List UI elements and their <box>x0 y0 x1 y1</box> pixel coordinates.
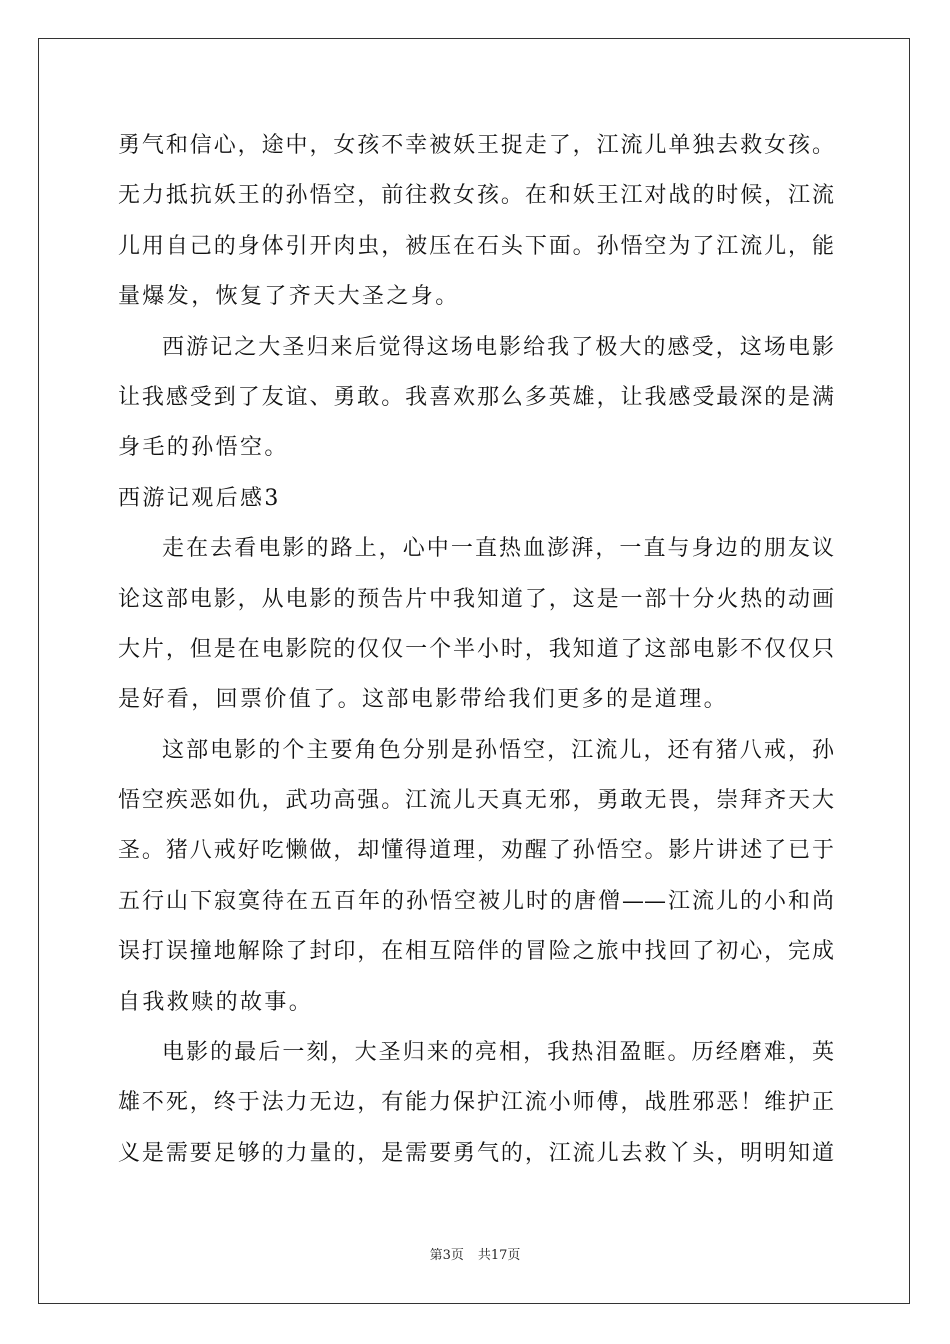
text-line: 身毛的孙悟空。 <box>118 435 289 461</box>
text-line: 电影的最后一刻，大圣归来的亮相，我热泪盈眶。历经磨难，英 <box>162 1040 834 1066</box>
text-line: 量爆发，恢复了齐天大圣之身。 <box>118 284 460 310</box>
text-line: 误打误撞地解除了封印，在相互陪伴的冒险之旅中找回了初心，完成 <box>118 939 834 965</box>
text-line: 悟空疾恶如仇，武功高强。江流儿天真无邪，勇敢无畏，崇拜齐天大 <box>118 788 834 814</box>
page-footer <box>0 1246 950 1266</box>
text-line: 是好看，回票价值了。这部电影带给我们更多的是道理。 <box>118 687 729 713</box>
text-line: 让我感受到了友谊、勇敢。我喜欢那么多英雄，让我感受最深的是满 <box>118 384 834 410</box>
text-line: 勇气和信心，途中，女孩不幸被妖王捉走了，江流儿单独去救女孩。 <box>118 133 834 158</box>
text-line: 西游记之大圣归来后觉得这场电影给我了极大的感受，这场电影 <box>162 334 834 360</box>
text-line: 儿用自己的身体引开肉虫，被压在石头下面。孙悟空为了江流儿，能 <box>118 233 834 259</box>
text-line: 大片，但是在电影院的仅仅一个半小时，我知道了这部电影不仅仅只 <box>118 636 834 662</box>
text-line: 无力抵抗妖王的孙悟空，前往救女孩。在和妖王江对战的时候，江流 <box>118 183 834 209</box>
text-line: 雄不死，终于法力无边，有能力保护江流小师傅，战胜邪恶！维护正 <box>118 1090 834 1116</box>
text-line: 自我救赎的故事。 <box>118 989 314 1015</box>
page-number: 第3页 <box>429 1248 464 1263</box>
page-total: 共17页 <box>477 1248 521 1263</box>
text-line: 这部电影的个主要角色分别是孙悟空，江流儿，还有猪八戒，孙 <box>162 737 834 763</box>
text-line: 论这部电影，从电影的预告片中我知道了，这是一部十分火热的动画 <box>118 586 834 612</box>
text-line: 圣。猪八戒好吃懒做，却懂得道理，劝醒了孙悟空。影片讲述了已于 <box>118 838 834 864</box>
text-line: 五行山下寂寞待在五百年的孙悟空被儿时的唐僧——江流儿的小和尚 <box>118 888 834 914</box>
text-line: 西游记观后感3 <box>118 485 281 511</box>
text-line: 义是需要足够的力量的，是需要勇气的，江流儿去救丫头，明明知道 <box>118 1140 834 1166</box>
document-body <box>118 121 834 1179</box>
text-line: 走在去看电影的路上，心中一直热血澎湃，一直与身边的朋友议 <box>162 536 834 562</box>
